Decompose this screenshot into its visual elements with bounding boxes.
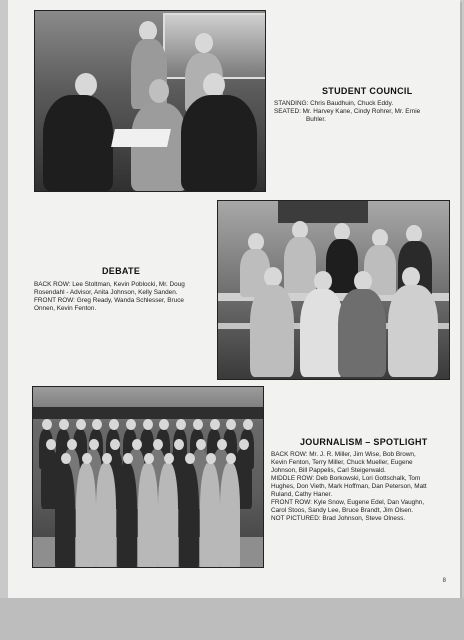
scan-background xyxy=(0,598,464,640)
caption-line: SEATED: Mr. Harvey Kane, Cindy Rohrer, Mr. Ernie xyxy=(274,108,421,115)
student-council-caption xyxy=(274,100,454,124)
person-body xyxy=(76,463,96,568)
person-head xyxy=(206,453,216,464)
person-head xyxy=(210,419,220,430)
person-head xyxy=(109,419,119,430)
person-body xyxy=(55,463,75,568)
person-body xyxy=(158,463,178,568)
caption-line: FRONT ROW: Greg Ready, Wanda Schlesser, Bruce xyxy=(34,297,184,304)
caption-line: MIDDLE ROW: Deb Borkowski, Lori Gottschalk, Tom xyxy=(271,475,421,482)
caption-line: NOT PICTURED: Brad Johnson, Steve Olness. xyxy=(271,515,406,522)
person-body xyxy=(96,463,116,568)
person-head xyxy=(123,453,133,464)
debate-title: DEBATE xyxy=(102,266,141,276)
student-council-photo xyxy=(34,10,266,192)
caption-line: BACK ROW: Lee Stoltman, Kevin Poblocki, Mr. Doug xyxy=(34,281,185,288)
debate-caption xyxy=(34,281,214,313)
person-head xyxy=(243,419,253,430)
person-head xyxy=(159,419,169,430)
person-body xyxy=(179,463,199,568)
journalism-photo xyxy=(32,386,264,568)
person-head xyxy=(92,419,102,430)
person-head xyxy=(153,439,163,450)
journalism-title: JOURNALISM – SPOTLIGHT xyxy=(300,437,428,447)
person-head xyxy=(46,439,56,450)
caption-line: Onnen, Kevin Fenton. xyxy=(34,305,97,312)
person-head xyxy=(185,453,195,464)
person-head xyxy=(239,439,249,450)
person-head xyxy=(126,419,136,430)
person-head xyxy=(143,419,153,430)
person-head xyxy=(89,439,99,450)
person-head xyxy=(193,419,203,430)
caption-line: Hughes, Don Vieth, Mark Hoffman, Dan Peterson, Matt xyxy=(271,483,427,490)
caption-line: Johnson, Bill Pappelis, Carl Steigerwald. xyxy=(271,467,386,474)
person-head xyxy=(59,419,69,430)
caption-line: Buhler. xyxy=(306,116,326,123)
person-head xyxy=(176,419,186,430)
person-body xyxy=(200,463,220,568)
caption-line: Ruland, Cathy Haner. xyxy=(271,491,333,498)
person-head xyxy=(132,439,142,450)
caption-line: BACK ROW: Mr. J. R. Miller, Jim Wise, Bob Brown, xyxy=(271,451,416,458)
caption-line: Rosendahl - Advisor, Anita Johnson, Kelly Sanden. xyxy=(34,289,178,296)
person-body xyxy=(117,463,137,568)
person-head xyxy=(61,453,71,464)
journalism-caption xyxy=(271,451,451,523)
person-head xyxy=(82,453,92,464)
debate-photo xyxy=(217,200,450,380)
person-head xyxy=(196,439,206,450)
caption-line: FRONT ROW: Kyle Snow, Eugene Edel, Dan Vaughn, xyxy=(271,499,425,506)
caption-line: STANDING: Chris Baudhuin, Chuck Eddy. xyxy=(274,100,394,107)
person-body xyxy=(220,463,240,568)
person-head xyxy=(42,419,52,430)
page-number: 8 xyxy=(442,578,446,584)
caption-line: Kevin Fenton, Terry Miller, Chuck Mueller, Eugene xyxy=(271,459,413,466)
student-council-title: STUDENT COUNCIL xyxy=(322,86,413,96)
person-head xyxy=(144,453,154,464)
person-head xyxy=(76,419,86,430)
person-head xyxy=(226,419,236,430)
caption-line: Carol Stoos, Sandy Lee, Bruce Brandt, Jim Olsen. xyxy=(271,507,414,514)
person-body xyxy=(138,463,158,568)
